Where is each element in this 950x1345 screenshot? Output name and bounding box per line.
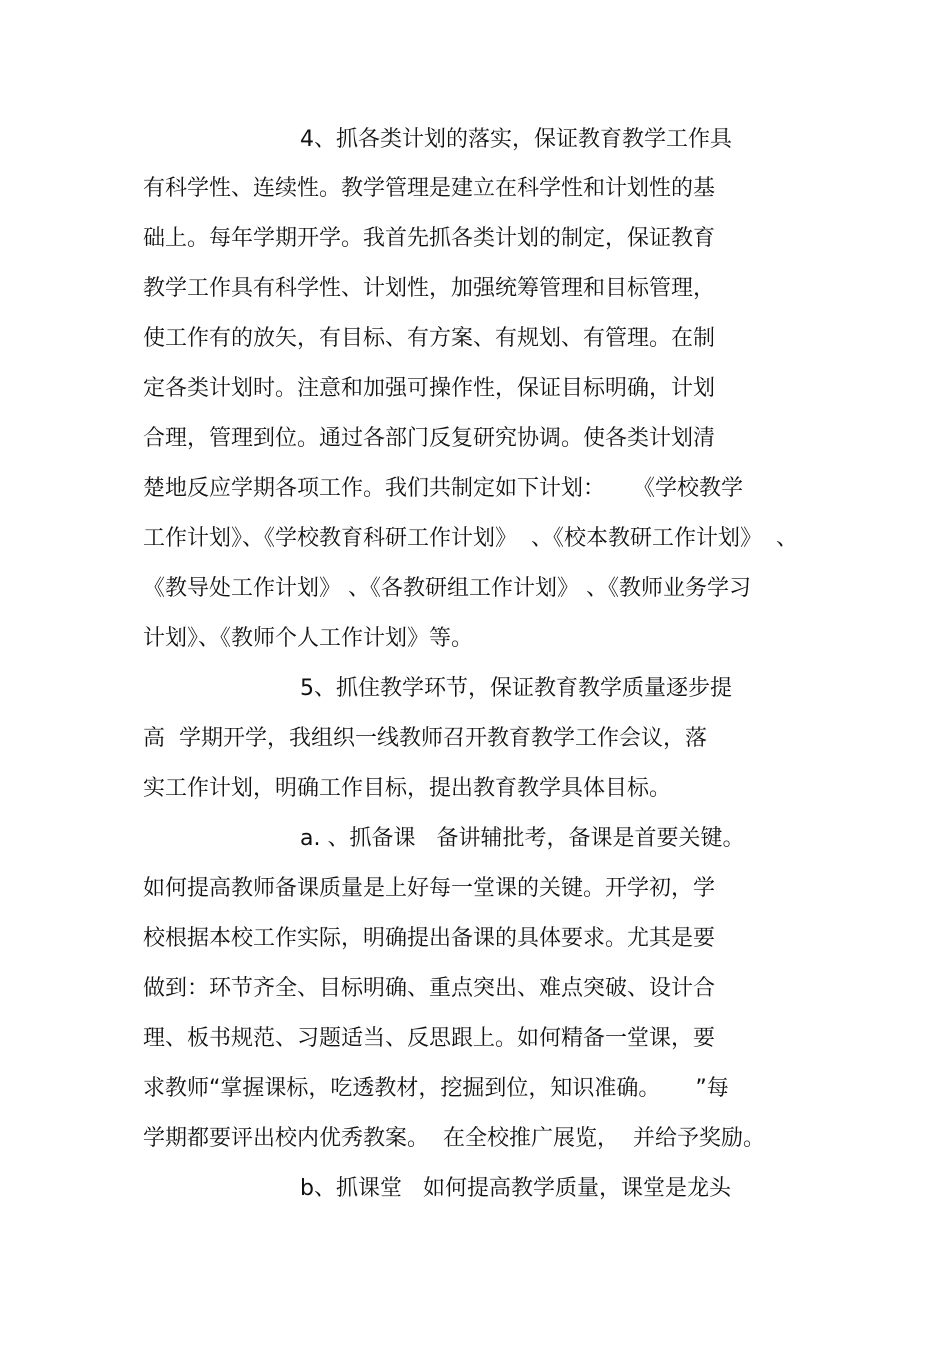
text-line: 如何提高教师备课质量是上好每一堂课的关键。开学初，学: [143, 876, 716, 901]
text-line: 教学工作具有科学性、计划性，加强统筹管理和目标管理，: [143, 276, 716, 301]
text-line: 《教导处工作计划》 、《各教研组工作计划》 、《教师业务学习: [143, 576, 751, 601]
text-line: 校根据本校工作实际，明确提出备课的具体要求。尤其是要: [143, 926, 716, 951]
text-line: 4、抓各类计划的落实，保证教育教学工作具: [300, 127, 732, 152]
text-line: 做到：环节齐全、目标明确、重点突出、难点突破、设计合: [143, 976, 716, 1001]
text-line: 计划》、《教师个人工作计划》等。: [143, 626, 474, 651]
text-line: 5、抓住教学环节，保证教育教学质量逐步提: [300, 676, 732, 701]
text-line: 实工作计划，明确工作目标，提出教育教学具体目标。: [143, 776, 672, 801]
text-line: 础上。每年学期开学。我首先抓各类计划的制定，保证教育: [143, 226, 716, 251]
text-line: 有科学性、连续性。教学管理是建立在科学性和计划性的基: [143, 176, 716, 201]
text-line: a. 、抓备课 备讲辅批考，备课是首要关键。: [300, 826, 745, 851]
text-line: 工作计划》、《学校教育科研工作计划》 、《校本教研工作计划》 、: [143, 526, 798, 551]
text-line: 使工作有的放矢，有目标、有方案、有规划、有管理。在制: [143, 326, 716, 351]
text-line: 合理，管理到位。通过各部门反复研究协调。使各类计划清: [143, 426, 716, 451]
text-line: 高 学期开学，我组织一线教师召开教育教学工作会议，落: [143, 726, 707, 751]
text-line: 学期都要评出校内优秀教案。 在全校推广展览， 并给予奖励。: [143, 1126, 765, 1151]
text-line: 定各类计划时。注意和加强可操作性，保证目标明确，计划: [143, 376, 716, 401]
text-line: 求教师“掌握课标，吃透教材，挖掘到位，知识准确。 ”每: [143, 1076, 729, 1101]
text-line: 楚地反应学期各项工作。我们共制定如下计划： 《学校教学: [143, 476, 743, 501]
text-line: 理、板书规范、习题适当、反思跟上。如何精备一堂课，要: [143, 1026, 716, 1051]
text-line: b、抓课堂 如何提高教学质量，课堂是龙头: [300, 1176, 731, 1201]
